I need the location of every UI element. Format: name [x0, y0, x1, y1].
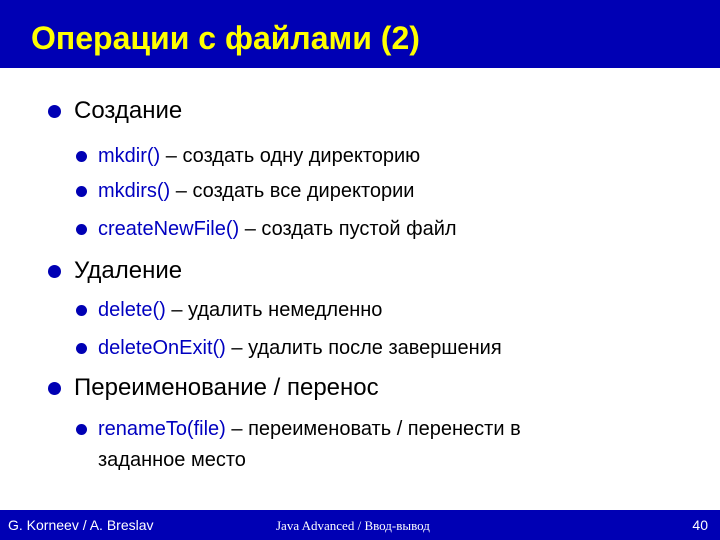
- bullet-dot-icon: [48, 382, 61, 395]
- method-name: renameTo(file): [98, 418, 226, 440]
- method-name: deleteOnExit(): [98, 337, 226, 359]
- method-description: – удалить после завершения: [225, 337, 502, 359]
- method-name: delete(): [98, 299, 166, 321]
- bullet-label: Создание: [74, 97, 183, 124]
- footer-bar: [0, 510, 720, 540]
- bullet-label: Удаление: [74, 257, 183, 284]
- footer-authors: G. Korneev / A. Breslav: [8, 517, 154, 533]
- method-description: – создать все директории: [170, 180, 415, 202]
- bullet-dot-icon: [76, 343, 87, 354]
- bullet-dot-icon: [76, 186, 87, 197]
- method-name: createNewFile(): [98, 218, 240, 240]
- method-description: – создать пустой файл: [239, 218, 457, 240]
- method-name: mkdir(): [98, 145, 161, 167]
- bullet-dot-icon: [48, 265, 61, 278]
- footer-course: Java Advanced / Ввод-вывод: [276, 518, 430, 533]
- bullet-label: Переименование / перенос: [74, 374, 379, 401]
- method-description: – переименовать / перенести в: [225, 418, 521, 440]
- method-description-continuation: заданное место: [98, 449, 246, 471]
- bullet-dot-icon: [76, 151, 87, 162]
- method-description: – удалить немедленно: [165, 299, 383, 321]
- bullet-dot-icon: [48, 105, 61, 118]
- bullet-dot-icon: [76, 424, 87, 435]
- method-description: – создать одну директорию: [160, 145, 421, 167]
- bullet-dot-icon: [76, 305, 87, 316]
- page-number: 40: [692, 517, 708, 533]
- method-name: mkdirs(): [98, 180, 171, 202]
- bullet-dot-icon: [76, 224, 87, 235]
- slide-title: Операции с файлами (2): [31, 20, 420, 56]
